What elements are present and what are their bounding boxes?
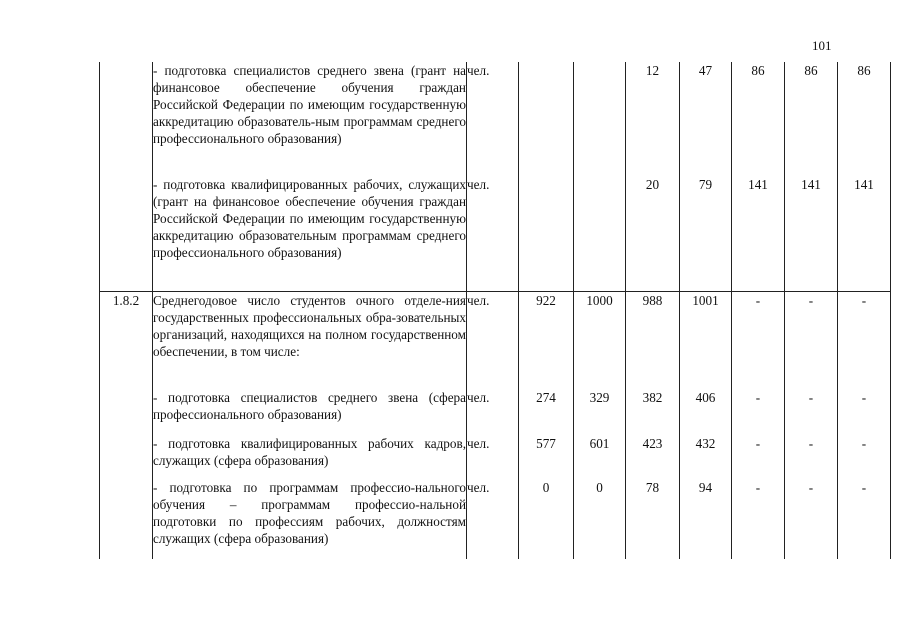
row-unit: чел. <box>467 479 519 559</box>
row-code <box>100 62 153 176</box>
row-value: 141 <box>732 176 785 291</box>
row-value: 406 <box>680 389 732 435</box>
row-description: - подготовка специалистов среднего звена (грант на финансовое обеспечение обучения граждан Российской Федерации по имеющим государственную аккредитацию образователь-ным программам среднего профессионального образования) <box>153 62 467 176</box>
row-description: Среднегодовое число студентов очного отделе-ния государственных профессиональных обра-зовательных организаций, находящихся на полном государственном обеспечении, в том числе: <box>153 291 467 389</box>
row-value: 922 <box>519 291 574 389</box>
row-description: - подготовка квалифицированных рабочих, служащих (грант на финансовое обеспечение обучения граждан Российской Федерации по имеющим государственную аккредитацию образовательным программам среднего профессионального образования) <box>153 176 467 291</box>
row-value <box>519 62 574 176</box>
row-value: 423 <box>626 435 680 479</box>
row-value: 988 <box>626 291 680 389</box>
row-value <box>519 176 574 291</box>
row-code <box>100 479 153 559</box>
row-value: 94 <box>680 479 732 559</box>
table-row <box>100 479 891 559</box>
table-row <box>100 176 891 291</box>
row-value: - <box>732 389 785 435</box>
indicator-table <box>99 62 891 559</box>
row-value: 141 <box>838 176 891 291</box>
row-value: 141 <box>785 176 838 291</box>
row-code <box>100 389 153 435</box>
row-value: 78 <box>626 479 680 559</box>
row-value: 86 <box>785 62 838 176</box>
row-unit: чел. <box>467 389 519 435</box>
row-value: - <box>838 291 891 389</box>
row-value: 0 <box>519 479 574 559</box>
row-code <box>100 435 153 479</box>
row-value: - <box>785 435 838 479</box>
row-value: - <box>732 291 785 389</box>
row-description: - подготовка по программам профессио-нального обучения – программам профессио-нальной подготовки по профессиям рабочих, должностям служащих (сфера образования) <box>153 479 467 559</box>
row-value: - <box>838 435 891 479</box>
table-row <box>100 291 891 389</box>
row-value: - <box>838 389 891 435</box>
row-value: 1001 <box>680 291 732 389</box>
row-value: 12 <box>626 62 680 176</box>
row-value: - <box>732 479 785 559</box>
row-value: 86 <box>732 62 785 176</box>
row-value <box>574 176 626 291</box>
row-value: - <box>732 435 785 479</box>
row-description: - подготовка квалифицированных рабочих кадров, служащих (сфера образования) <box>153 435 467 479</box>
table-row <box>100 62 891 176</box>
row-value: 432 <box>680 435 732 479</box>
row-value: 20 <box>626 176 680 291</box>
table-row <box>100 435 891 479</box>
row-value: 274 <box>519 389 574 435</box>
row-code: 1.8.2 <box>100 291 153 389</box>
row-value: - <box>838 479 891 559</box>
row-value: - <box>785 291 838 389</box>
row-value: - <box>785 389 838 435</box>
row-unit: чел. <box>467 435 519 479</box>
row-value: 382 <box>626 389 680 435</box>
row-value: 601 <box>574 435 626 479</box>
row-unit: чел. <box>467 176 519 291</box>
row-value: 1000 <box>574 291 626 389</box>
row-code <box>100 176 153 291</box>
row-unit: чел. <box>467 62 519 176</box>
row-value: 0 <box>574 479 626 559</box>
row-value: 79 <box>680 176 732 291</box>
row-value: 577 <box>519 435 574 479</box>
page-number: 101 <box>812 38 832 53</box>
table-row <box>100 389 891 435</box>
row-value: - <box>785 479 838 559</box>
row-value: 329 <box>574 389 626 435</box>
row-value: 47 <box>680 62 732 176</box>
row-value: 86 <box>838 62 891 176</box>
row-value <box>574 62 626 176</box>
row-unit: чел. <box>467 291 519 389</box>
row-description: - подготовка специалистов среднего звена (сфера профессионального образования) <box>153 389 467 435</box>
